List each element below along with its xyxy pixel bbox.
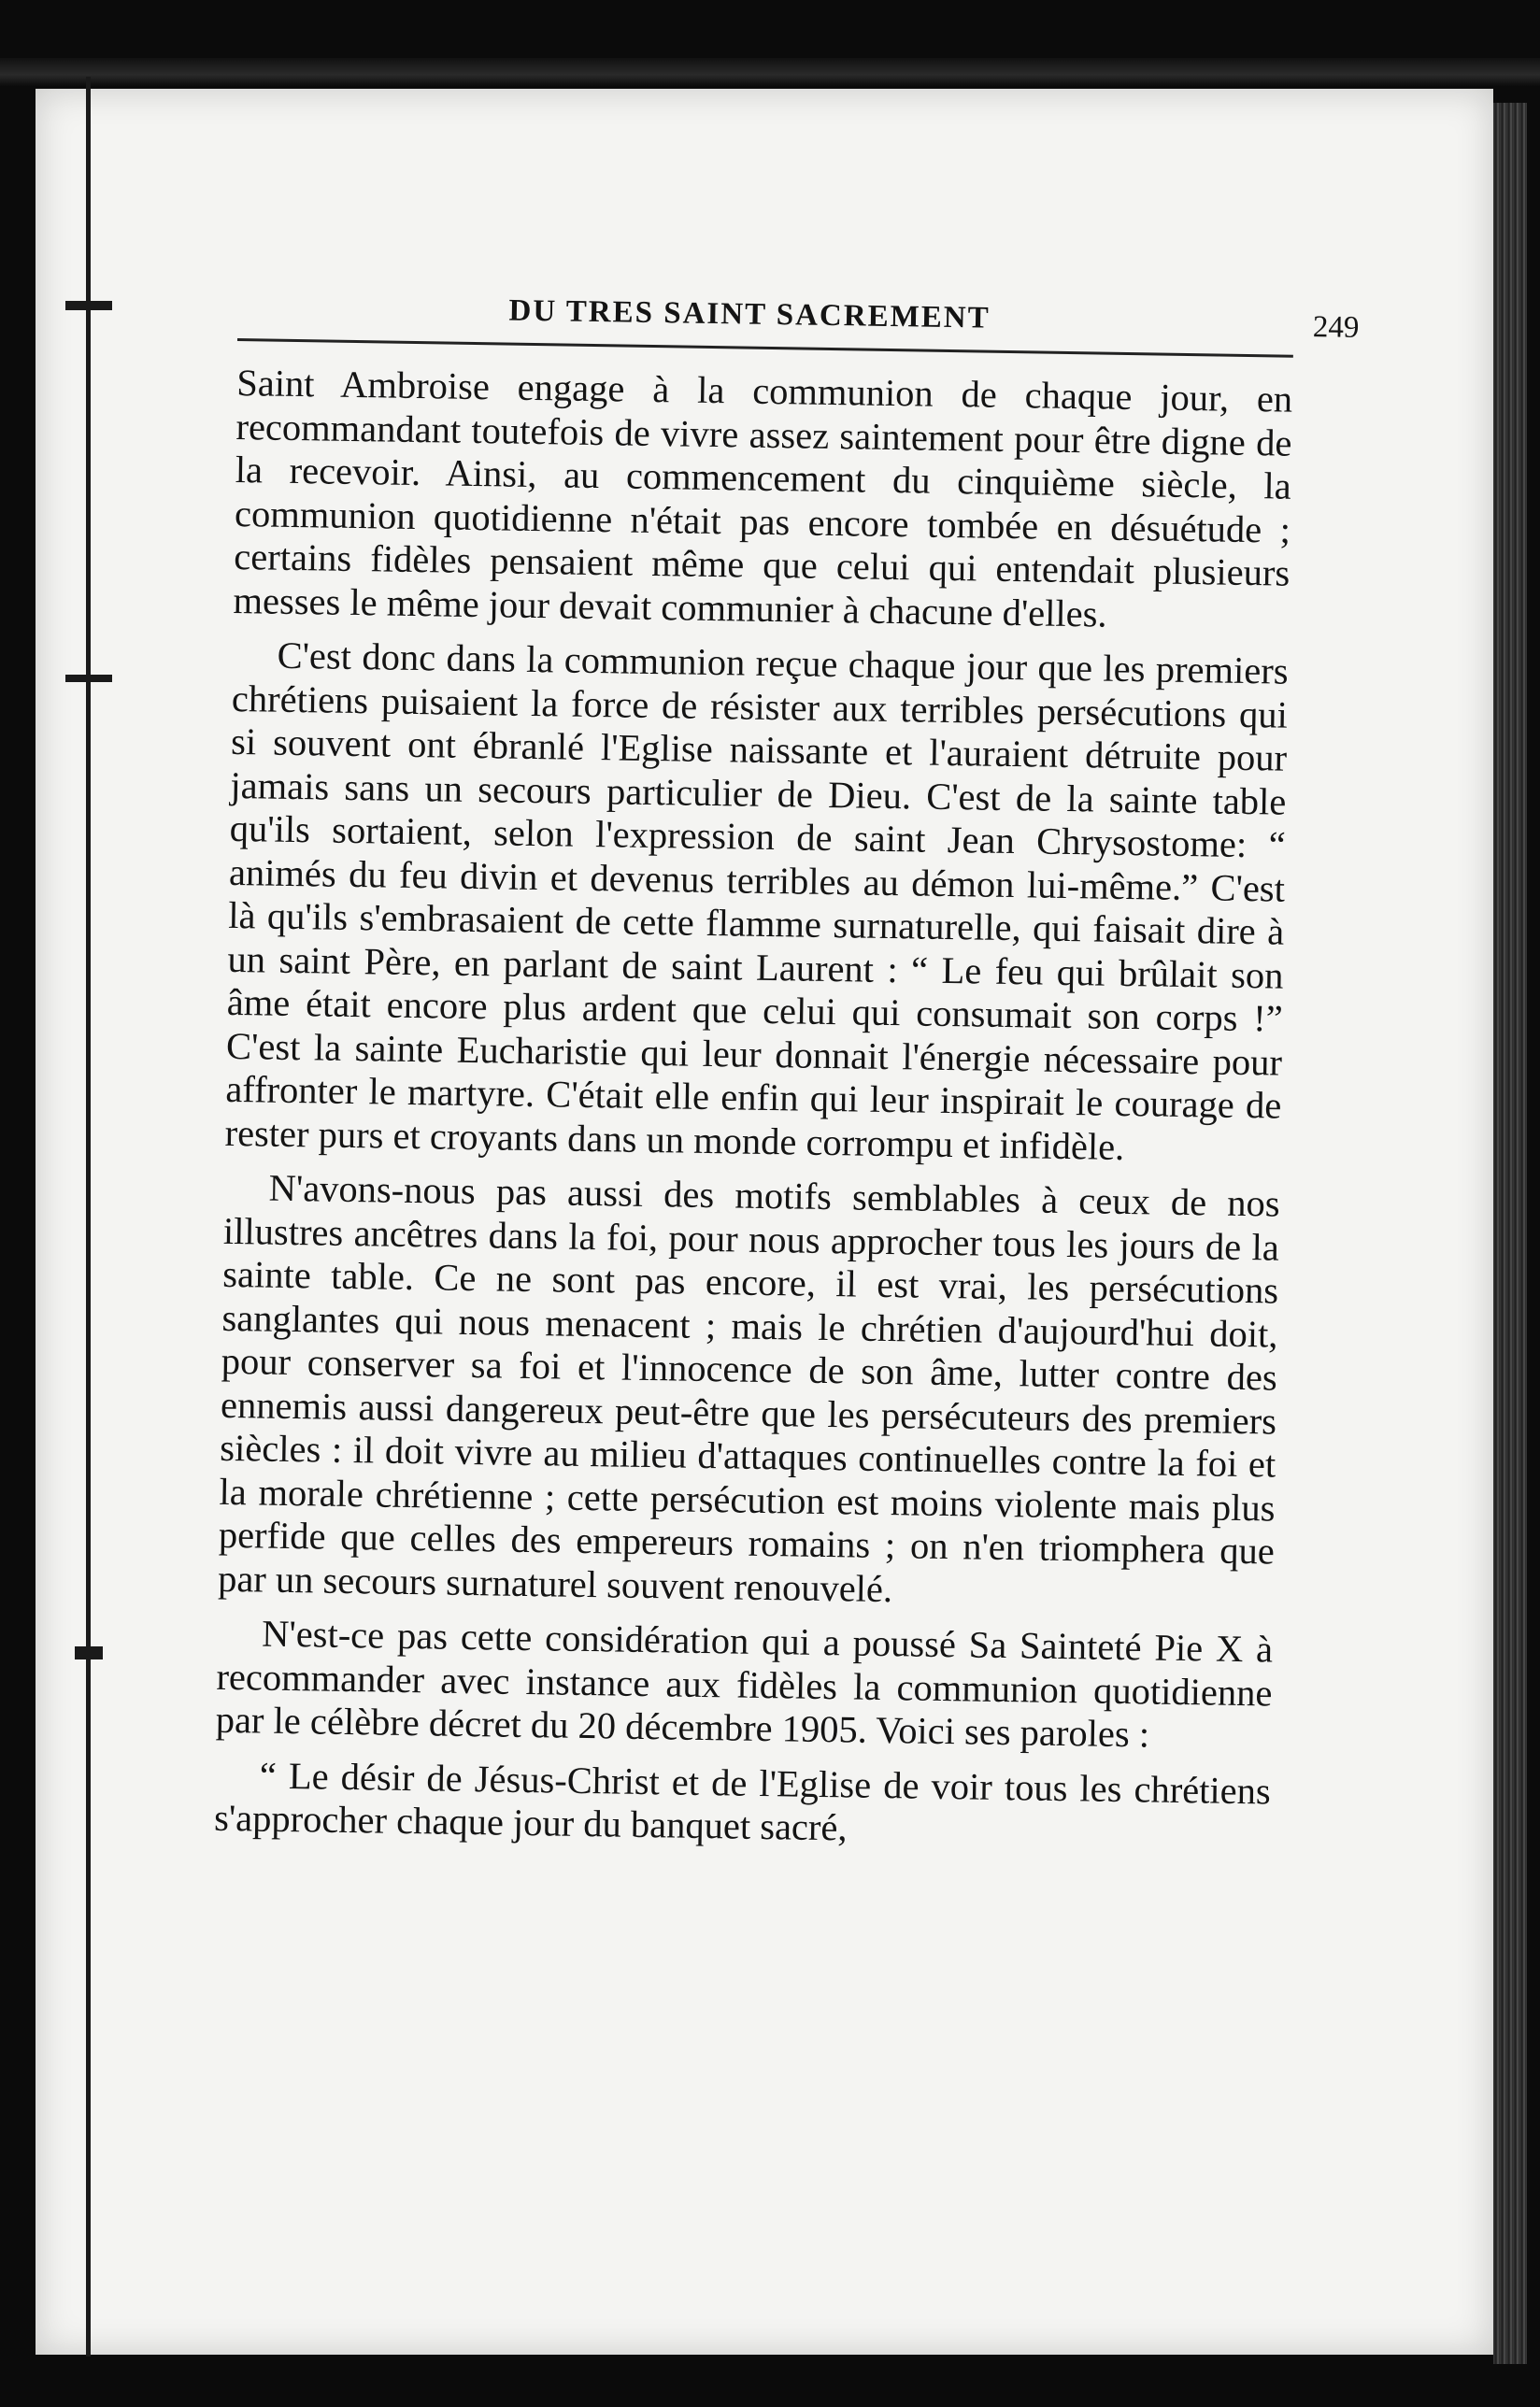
paragraph: N'est-ce pas cette considération qui a poussé Sa Sainteté Pie X à recommander avec instance aux fidèles la communion quotidienne par le célèbre décret du 20 décembre 1905. Voici ses paroles : — [215, 1612, 1274, 1756]
page-text-block — [213, 280, 1360, 1868]
top-page-edge — [0, 58, 1540, 86]
paragraph: C'est donc dans la communion reçue chaque jour que les premiers chrétiens puisaient la force de résister aux terribles persécutions qui si souvent ont ébranlé l'Eglise naissante et l'auraient détruite pour jamais sans un secours particulier de Dieu. C'est de la sainte table qu'ils sortaient, selon l'expression de saint Jean Chrysostome: “ animés du feu divin et devenus terribles au démon lui-même.” C'est là qu'ils s'embrasaient de cette flamme surnaturelle, qui faisait dire à un saint Père, en parlant de saint Laurent : “ Le feu qui brûlait son âme était encore plus ardent que celui qui consumait son corps !” C'est la sainte Eucharistie qui leur donnait l'énergie nécessaire pour affronter le martyre. C'était elle enfin qui leur inspirait le courage de rester purs et croyants dans un monde corrompu et infidèle. — [224, 634, 1289, 1168]
paragraph: “ Le désir de Jésus-Christ et de l'Eglise de voir tous les chrétiens s'approcher chaque jour du banquet sacré, — [213, 1754, 1272, 1849]
paragraph: Saint Ambroise engage à la communion de chaque jour, en recommandant toutefois de vivre assez saintement pour être digne de la recevoir. Ainsi, au commencement du cinquième siècle, la communion quotidienne n'était pas encore tombée en désuétude ; certains fidèles pensaient même que celui qui entendait plusieurs messes le même jour devait communier à chacune d'elles. — [233, 361, 1293, 635]
page-stack-edge — [1493, 103, 1527, 2364]
binding-spine — [86, 77, 91, 2357]
page-number: 249 — [1312, 310, 1360, 345]
paragraph: N'avons-nous pas aussi des motifs semblables à ceux de nos illustres ancêtres dans la foi, pour nous approcher tous les jours de la sainte table. Ce ne sont pas encore, il est vrai, les persécutions sanglantes qui nous menacent ; mais le chrétien d'aujourd'hui doit, pour conserver sa foi et l'innocence de son âme, lutter contre des ennemis aussi dangereux peut-être que les persécuteurs des premiers siècles : il doit vivre au milieu d'attaques continuelles contre la foi et la morale chrétienne ; cette persécution est moins violente mais plus perfide que celles des empereurs romains ; on n'en triomphera que par un secours surnaturel souvent renouvelé. — [217, 1166, 1280, 1610]
binding-stitch — [75, 1646, 103, 1659]
binding-stitch — [65, 301, 112, 310]
binding-stitch — [65, 675, 112, 682]
running-title: DU TRES SAINT SACREMENT — [508, 293, 991, 335]
